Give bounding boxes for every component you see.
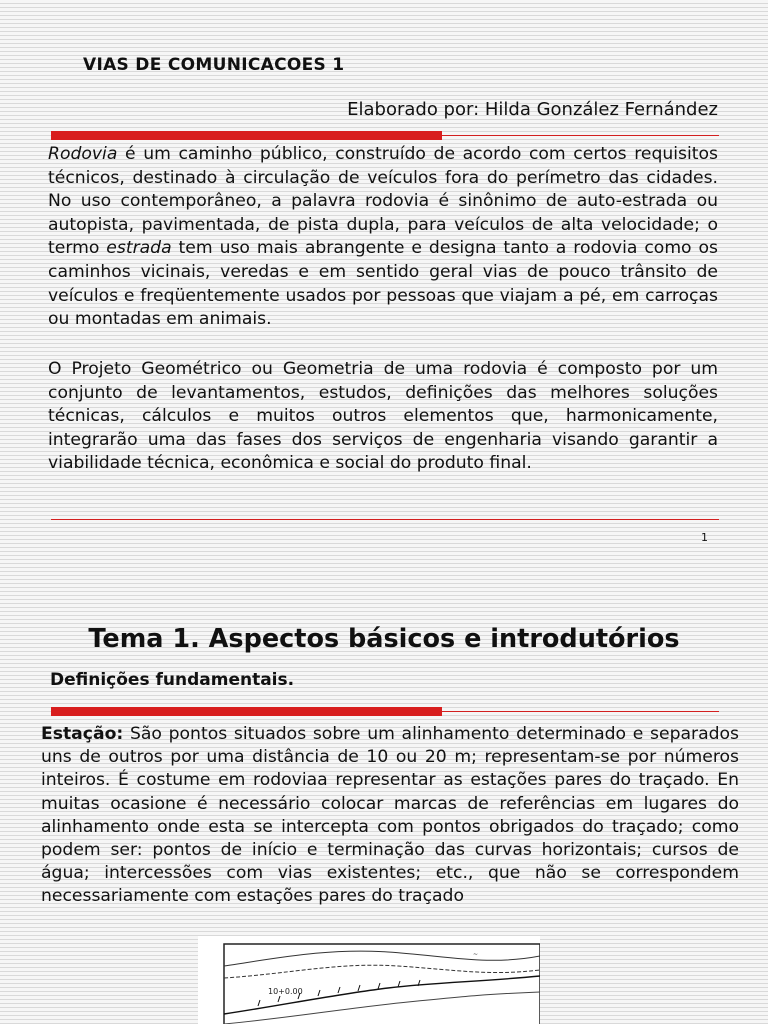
paragraph-text: tem uso mais abrangente e designa tanto a rodovia como os caminhos vicinais, veredas e em sentido geral vias de pouco trânsito de veículos e freqüentemente usados por pessoas que viajam a pé, em carroças ou montadas em animais. (48, 238, 718, 330)
term-estrada: estrada (106, 238, 172, 259)
page-number: 1 (701, 531, 708, 544)
paragraph-text: São pontos situados sobre um alinhamento determinado e separados uns de outros por uma distância de 10 ou 20 m; representam-se por números inteiros. É costume em rodoviaa representar as estações pares do traçado. En muitas ocasione é necessário colocar marcas de referências em lugares do alinhamento onde esta se intercepta com pontos obrigados do traçado; como podem ser: pontos de início e terminação das curvas horizontais; cursos de água; intercessões com vias existentes; etc., que não se correspondem necessariamente com estações pares do traçado (41, 724, 739, 907)
svg-text:~: ~ (473, 951, 479, 958)
term-estacao: Estação: (41, 724, 124, 744)
station-label: 10+0.00 (268, 987, 303, 996)
paragraph-text: é um caminho público, construído de acordo com certos requisitos técnicos, destinado à circulação de veículos fora do perímetro das cidades. No uso contemporâneo, a palavra rodovia é sinônimo de auto-estrada ou autopista, pavimentada, de pista dupla, para veículos de alta velocidade; o termo (48, 144, 718, 259)
title-divider (51, 711, 719, 712)
slide-title: VIAS DE COMUNICACOES 1 (83, 55, 345, 75)
author-line: Elaborado por: Hilda González Fernández (347, 99, 718, 120)
term-rodovia: Rodovia (48, 144, 118, 164)
contour-map-drawing (198, 936, 540, 1024)
paragraph-projeto: O Projeto Geométrico ou Geometria de uma rodovia é composto por um conjunto de levantamentos, estudos, definições das melhores soluções técnicas, cálculos e muitos outros elementos que, harmonicamente, integrarão uma das fases dos serviços de engenharia visando garantir a viabilidade técnica, econômica e social do produto final. (48, 359, 718, 474)
contour-map-figure (198, 936, 540, 1024)
paragraph-estacao (41, 723, 739, 909)
slide-subtitle: Definições fundamentais. (50, 670, 295, 690)
slide-title: Tema 1. Aspectos básicos e introdutórios (88, 624, 680, 654)
